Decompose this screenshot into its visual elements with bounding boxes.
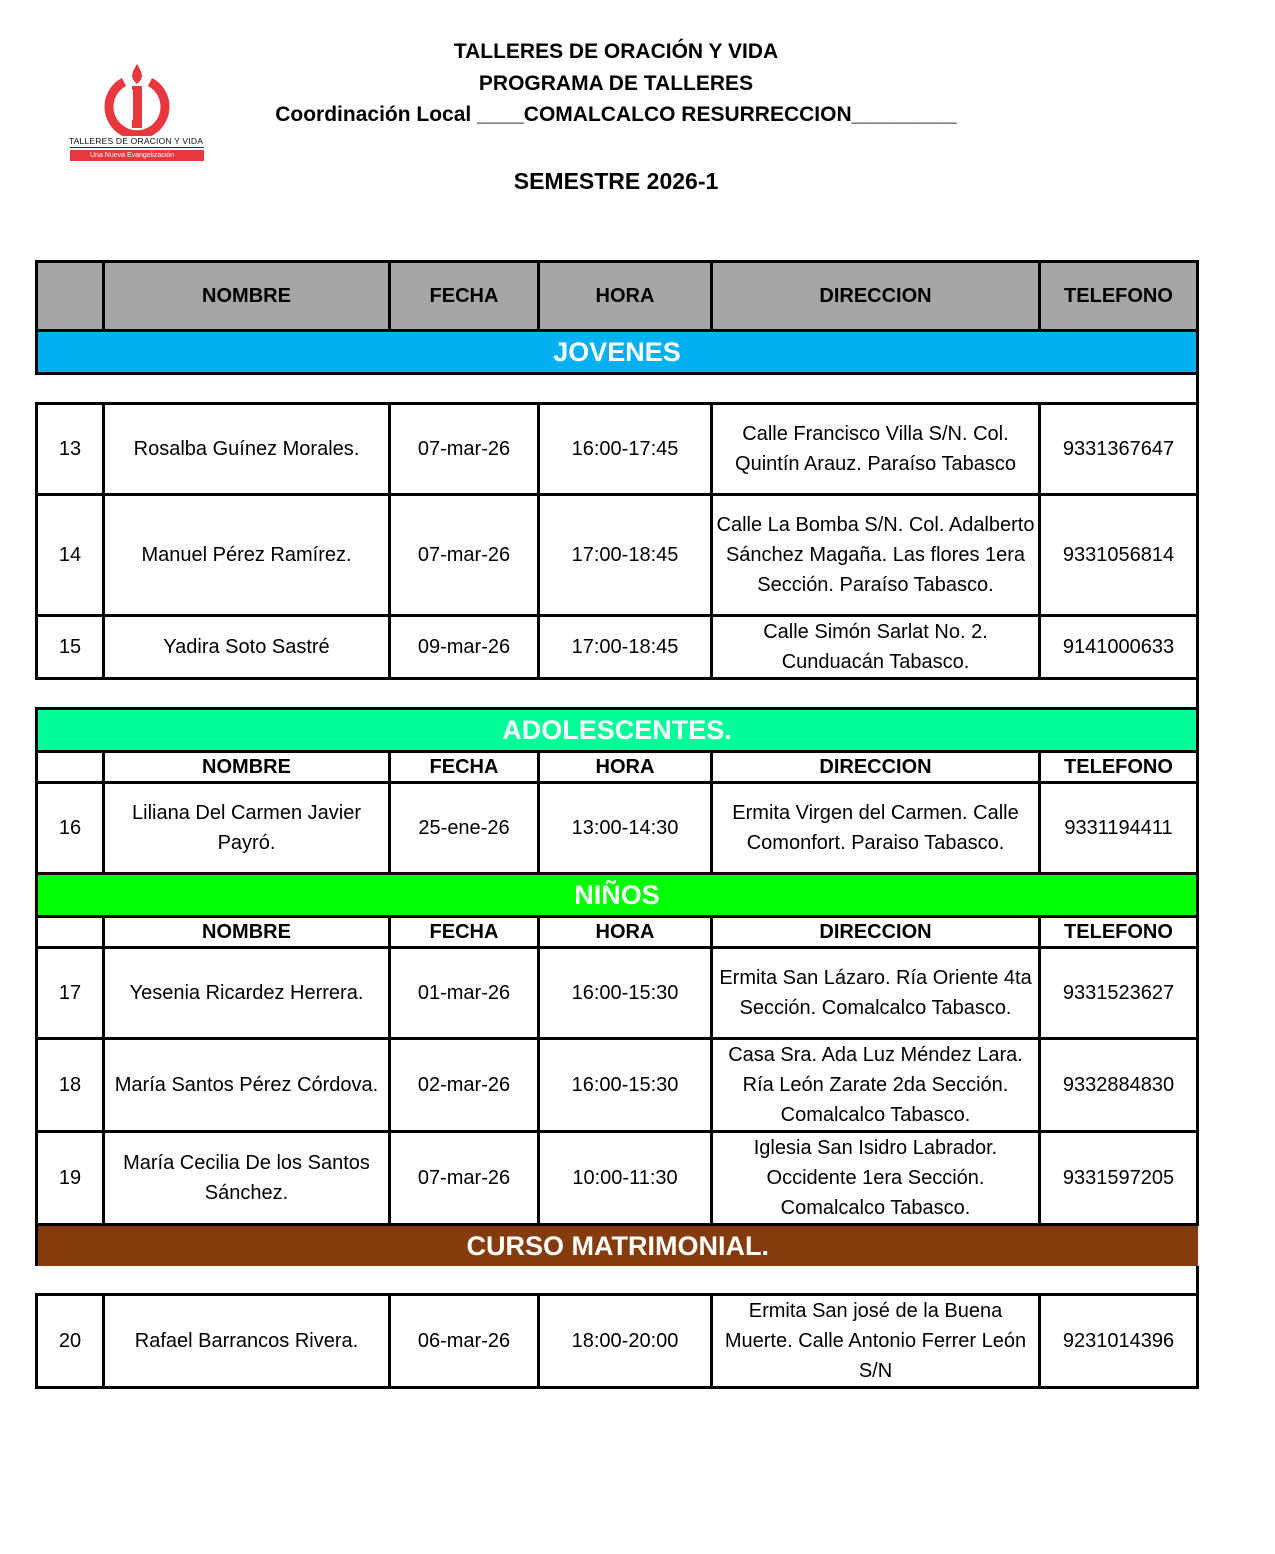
row-direccion: Ermita Virgen del Carmen. Calle Comonfort. Paraiso Tabasco. xyxy=(712,783,1040,874)
spacer xyxy=(37,374,1198,404)
row-telefono: 9231014396 xyxy=(1040,1295,1198,1388)
table-row xyxy=(37,404,1198,495)
header-nombre: NOMBRE xyxy=(104,752,390,783)
row-nombre: Yesenia Ricardez Herrera. xyxy=(104,948,390,1039)
header-telefono: TELEFONO xyxy=(1040,752,1198,783)
row-telefono: 9331367647 xyxy=(1040,404,1198,495)
row-nombre: María Santos Pérez Córdova. xyxy=(104,1039,390,1132)
row-num: 19 xyxy=(37,1132,104,1225)
row-telefono: 9332884830 xyxy=(1040,1039,1198,1132)
section-adolescentes xyxy=(37,709,1198,752)
row-num: 15 xyxy=(37,616,104,679)
row-fecha: 09-mar-26 xyxy=(390,616,539,679)
row-telefono: 9331523627 xyxy=(1040,948,1198,1039)
row-fecha: 25-ene-26 xyxy=(390,783,539,874)
header-telefono: TELEFONO xyxy=(1040,262,1198,331)
doc-title: TALLERES DE ORACIÓN Y VIDA xyxy=(453,40,779,63)
header-num xyxy=(37,917,104,948)
section-title: ADOLESCENTES. xyxy=(37,709,1198,752)
header-nombre: NOMBRE xyxy=(104,262,390,331)
row-nombre: María Cecilia De los Santos Sánchez. xyxy=(104,1132,390,1225)
row-telefono: 9331194411 xyxy=(1040,783,1198,874)
row-fecha: 06-mar-26 xyxy=(390,1295,539,1388)
row-fecha: 01-mar-26 xyxy=(390,948,539,1039)
row-telefono: 9331056814 xyxy=(1040,495,1198,616)
header-hora: HORA xyxy=(539,262,712,331)
header-hora: HORA xyxy=(539,752,712,783)
header-direccion: DIRECCION xyxy=(712,917,1040,948)
header-fecha: FECHA xyxy=(390,262,539,331)
header-hora: HORA xyxy=(539,917,712,948)
table-row xyxy=(37,948,1198,1039)
workshops-table xyxy=(35,260,1199,1389)
row-nombre: Rafael Barrancos Rivera. xyxy=(104,1295,390,1388)
row-hora: 16:00-15:30 xyxy=(539,1039,712,1132)
header-num xyxy=(37,752,104,783)
row-num: 14 xyxy=(37,495,104,616)
row-direccion: Ermita San josé de la Buena Muerte. Calle Antonio Ferrer León S/N xyxy=(712,1295,1040,1388)
header-nombre: NOMBRE xyxy=(104,917,390,948)
table-row xyxy=(37,1039,1198,1132)
doc-subtitle: PROGRAMA DE TALLERES xyxy=(478,72,754,95)
row-hora: 10:00-11:30 xyxy=(539,1132,712,1225)
row-num: 13 xyxy=(37,404,104,495)
table-row xyxy=(37,783,1198,874)
row-direccion: Calle Simón Sarlat No. 2. Cunduacán Tabasco. xyxy=(712,616,1040,679)
section-ninos xyxy=(37,874,1198,917)
table-row xyxy=(37,495,1198,616)
header-fecha: FECHA xyxy=(390,917,539,948)
section-title: CURSO MATRIMONIAL. xyxy=(37,1225,1198,1267)
logo-divider xyxy=(70,147,204,148)
row-num: 16 xyxy=(37,783,104,874)
row-direccion: Calle Francisco Villa S/N. Col. Quintín Arauz. Paraíso Tabasco xyxy=(712,404,1040,495)
table-header xyxy=(37,262,1198,331)
header-fecha: FECHA xyxy=(390,752,539,783)
row-num: 18 xyxy=(37,1039,104,1132)
row-hora: 18:00-20:00 xyxy=(539,1295,712,1388)
section-title: NIÑOS xyxy=(37,874,1198,917)
row-nombre: Manuel Pérez Ramírez. xyxy=(104,495,390,616)
section-jovenes xyxy=(37,331,1198,374)
row-fecha: 02-mar-26 xyxy=(390,1039,539,1132)
row-direccion: Calle La Bomba S/N. Col. Adalberto Sánchez Magaña. Las flores 1era Sección. Paraíso Tabasco. xyxy=(712,495,1040,616)
row-fecha: 07-mar-26 xyxy=(390,404,539,495)
subheader-row xyxy=(37,917,1198,948)
row-hora: 16:00-17:45 xyxy=(539,404,712,495)
section-title: JOVENES xyxy=(37,331,1198,374)
row-nombre: Rosalba Guínez Morales. xyxy=(104,404,390,495)
header-telefono: TELEFONO xyxy=(1040,917,1198,948)
row-hora: 17:00-18:45 xyxy=(539,616,712,679)
row-num: 17 xyxy=(37,948,104,1039)
row-nombre: Yadira Soto Sastré xyxy=(104,616,390,679)
subheader-row xyxy=(37,752,1198,783)
table-row xyxy=(37,1295,1198,1388)
header-num xyxy=(37,262,104,331)
table-row xyxy=(37,1132,1198,1225)
coordination-line: Coordinación Local ____COMALCALCO RESURRECCION_________ xyxy=(275,103,957,126)
section-curso-matrimonial xyxy=(37,1225,1198,1267)
header-direccion: DIRECCION xyxy=(712,262,1040,331)
row-fecha: 07-mar-26 xyxy=(390,495,539,616)
row-direccion: Casa Sra. Ada Luz Méndez Lara. Ría León Zarate 2da Sección. Comalcalco Tabasco. xyxy=(712,1039,1040,1132)
row-num: 20 xyxy=(37,1295,104,1388)
row-telefono: 9331597205 xyxy=(1040,1132,1198,1225)
row-nombre: Liliana Del Carmen Javier Payró. xyxy=(104,783,390,874)
row-hora: 13:00-14:30 xyxy=(539,783,712,874)
table-row xyxy=(37,616,1198,679)
row-hora: 16:00-15:30 xyxy=(539,948,712,1039)
spacer xyxy=(37,1266,1198,1295)
logo-name: TALLERES DE ORACION Y VIDA xyxy=(68,136,204,146)
row-direccion: Iglesia San Isidro Labrador. Occidente 1era Sección. Comalcalco Tabasco. xyxy=(712,1132,1040,1225)
row-direccion: Ermita San Lázaro. Ría Oriente 4ta Sección. Comalcalco Tabasco. xyxy=(712,948,1040,1039)
row-telefono: 9141000633 xyxy=(1040,616,1198,679)
logo-tagline: Una Nueva Evangelización xyxy=(70,150,204,161)
semester-title: SEMESTRE 2026-1 xyxy=(513,168,719,194)
spacer xyxy=(37,679,1198,709)
row-fecha: 07-mar-26 xyxy=(390,1132,539,1225)
header-direccion: DIRECCION xyxy=(712,752,1040,783)
row-hora: 17:00-18:45 xyxy=(539,495,712,616)
